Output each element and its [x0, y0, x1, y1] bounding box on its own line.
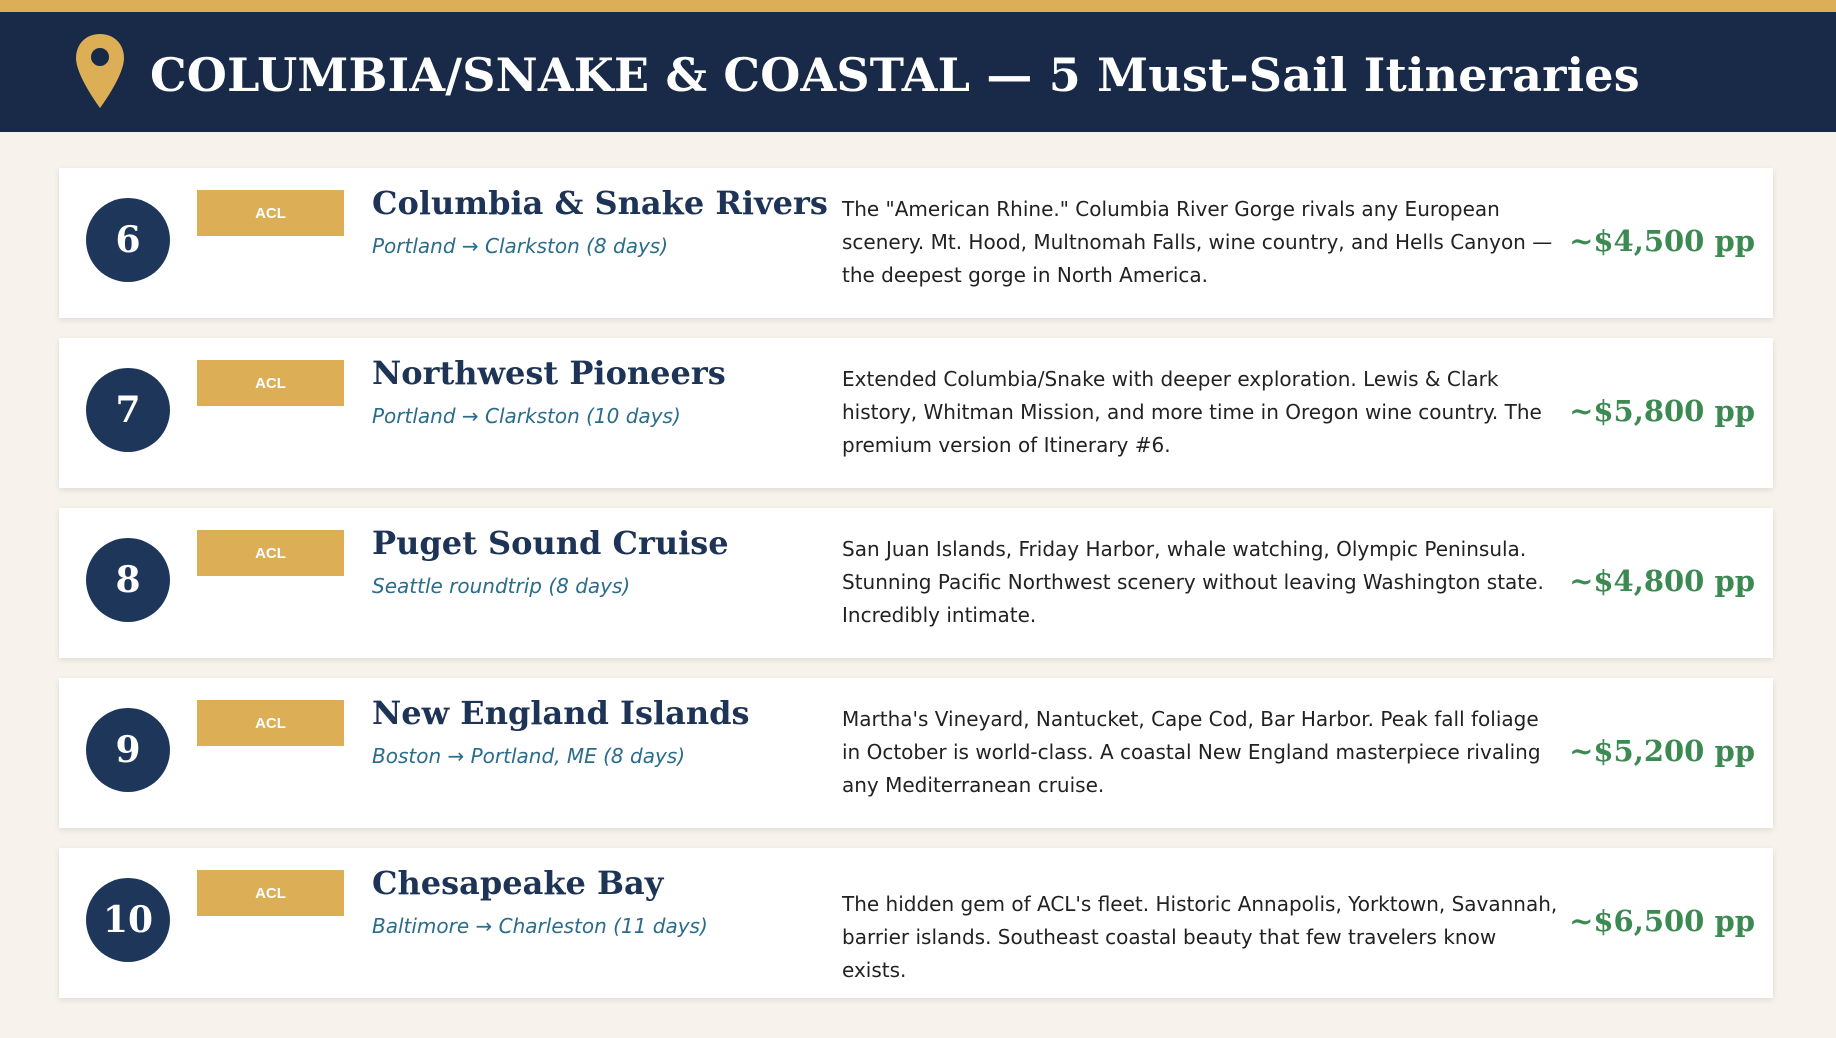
- itinerary-price: ~$4,800 pp: [1569, 564, 1755, 598]
- top-accent-bar: [0, 0, 1836, 12]
- itinerary-title: Columbia & Snake Rivers: [372, 184, 828, 222]
- itinerary-number: 8: [86, 538, 170, 622]
- itinerary-card: [59, 168, 1773, 318]
- itinerary-description: San Juan Islands, Friday Harbor, whale watching, Olympic Peninsula. Stunning Pacific Northwest scenery without leaving Washington state. Incredibly intimate.: [842, 537, 1544, 627]
- itinerary-card: [59, 508, 1773, 658]
- itinerary-number: 10: [86, 878, 170, 962]
- itinerary-number: 6: [86, 198, 170, 282]
- itinerary-number: 9: [86, 708, 170, 792]
- itinerary-title: New England Islands: [372, 694, 750, 732]
- itinerary-price: ~$6,500 pp: [1569, 904, 1755, 938]
- itinerary-route: Baltimore → Charleston (11 days): [372, 914, 708, 938]
- line-badge: ACL: [197, 700, 344, 746]
- itinerary-card: [59, 678, 1773, 828]
- line-badge: ACL: [197, 870, 344, 916]
- page-header: [0, 12, 1836, 132]
- itinerary-route: Boston → Portland, ME (8 days): [372, 744, 686, 768]
- itinerary-title: Puget Sound Cruise: [372, 524, 729, 562]
- itinerary-title: Northwest Pioneers: [372, 354, 726, 392]
- line-badge: ACL: [197, 360, 344, 406]
- line-badge: ACL: [197, 190, 344, 236]
- itinerary-description: Extended Columbia/Snake with deeper exploration. Lewis & Clark history, Whitman Mission, and more time in Oregon wine country. The premium version of Itinerary #6.: [842, 367, 1542, 457]
- itinerary-price: ~$5,800 pp: [1569, 394, 1755, 428]
- itinerary-card: [59, 338, 1773, 488]
- itinerary-number: 7: [86, 368, 170, 452]
- itinerary-description: Martha's Vineyard, Nantucket, Cape Cod, Bar Harbor. Peak fall foliage in October is world-class. A coastal New England masterpiece rivaling any Mediterranean cruise.: [842, 707, 1541, 797]
- itinerary-description: The "American Rhine." Columbia River Gorge rivals any European scenery. Mt. Hood, Multnomah Falls, wine country, and Hells Canyon — the deepest gorge in North America.: [842, 197, 1553, 287]
- itinerary-price: ~$4,500 pp: [1569, 224, 1755, 258]
- itinerary-list: [59, 168, 1773, 1018]
- itinerary-title: Chesapeake Bay: [372, 864, 664, 902]
- itinerary-route: Seattle roundtrip (8 days): [372, 574, 631, 598]
- itinerary-price: ~$5,200 pp: [1569, 734, 1755, 768]
- itinerary-card: [59, 848, 1773, 998]
- itinerary-route: Portland → Clarkston (10 days): [372, 404, 681, 428]
- page-title: COLUMBIA/SNAKE & COASTAL — 5 Must-Sail Itineraries: [150, 48, 1640, 102]
- map-pin-icon: [74, 32, 126, 110]
- line-badge: ACL: [197, 530, 344, 576]
- itinerary-description: The hidden gem of ACL's fleet. Historic Annapolis, Yorktown, Savannah, barrier islands. Southeast coastal beauty that few travelers know exists.: [842, 892, 1558, 982]
- itinerary-route: Portland → Clarkston (8 days): [372, 234, 669, 258]
